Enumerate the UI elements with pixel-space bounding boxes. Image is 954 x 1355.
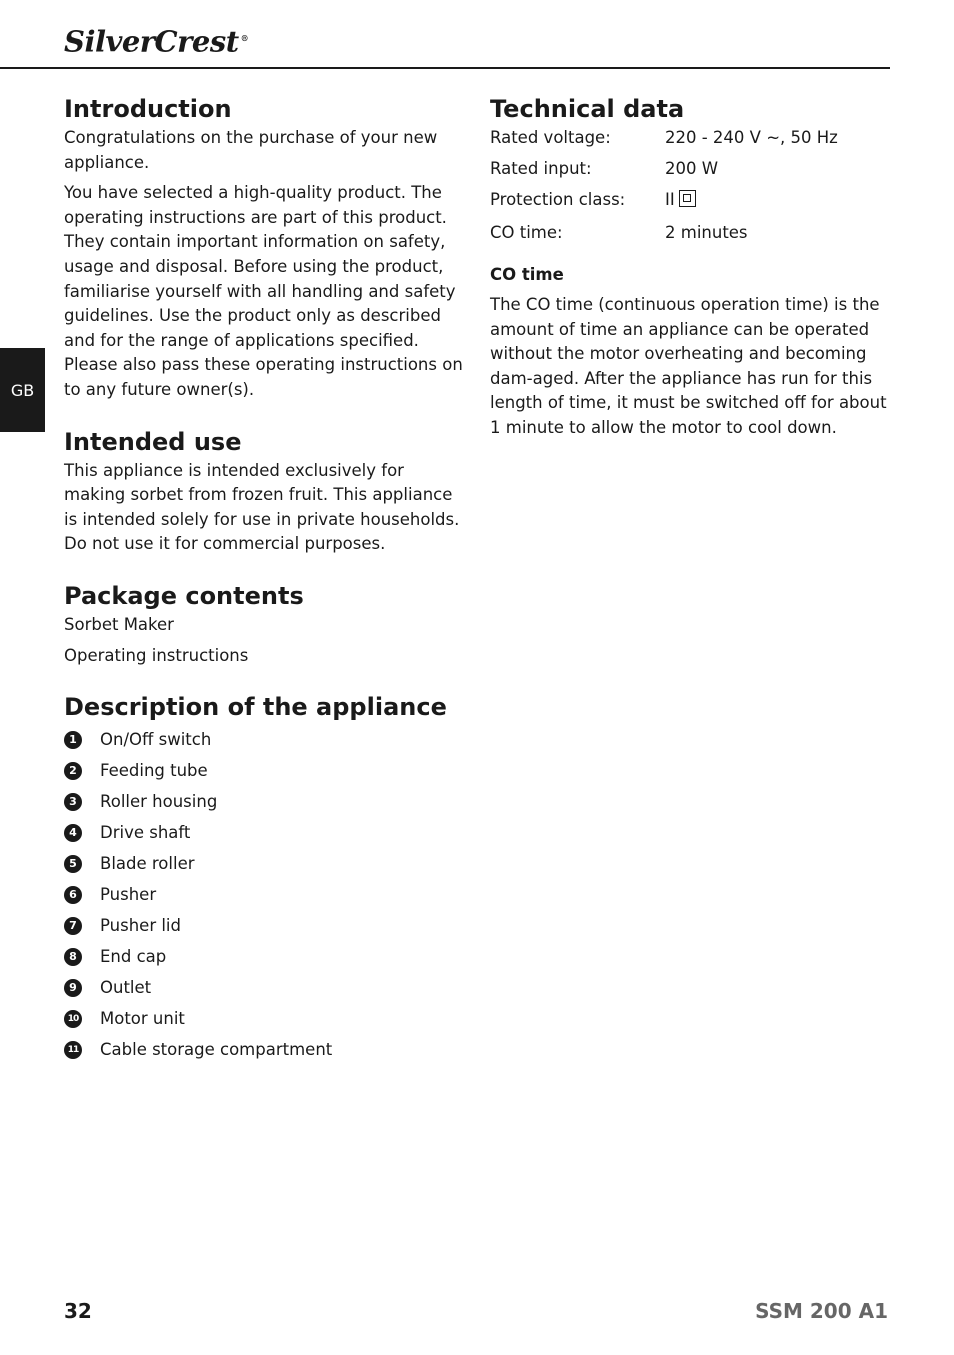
list-item bbox=[64, 1034, 464, 1065]
part-label: Outlet bbox=[100, 978, 152, 998]
logo-text: SilverCrest bbox=[64, 24, 239, 59]
number-badge: 8 bbox=[64, 948, 82, 966]
technical-data-section bbox=[490, 92, 890, 245]
number-badge: 2 bbox=[64, 762, 82, 780]
intended-use-section bbox=[64, 425, 464, 557]
registered-mark: ® bbox=[240, 33, 249, 43]
protection-class-value: II bbox=[665, 190, 675, 209]
model-number: SSM 200 A1 bbox=[755, 1299, 888, 1323]
tech-key: Rated input: bbox=[490, 159, 592, 178]
introduction-para-1: Congratulations on the purchase of your new appliance. bbox=[64, 128, 438, 172]
number-badge: 5 bbox=[64, 855, 82, 873]
number-badge: 11 bbox=[64, 1041, 82, 1059]
introduction-para-2: You have selected a high-quality product. The operating instructions are part of this product. They contain important information on safety, usage and disposal. Before using the product, familiarise yourself with all handling and safety guidelines. Use the product only as described and for the range of applications specified. Please also pass these operating instructions on to any future owner(s). bbox=[64, 183, 463, 399]
language-label: GB bbox=[10, 380, 35, 400]
number-badge: 1 bbox=[64, 731, 82, 749]
part-label: Feeding tube bbox=[100, 761, 208, 781]
tech-key: CO time: bbox=[490, 223, 563, 242]
list-item bbox=[64, 879, 464, 910]
package-contents-section bbox=[64, 579, 464, 668]
list-item bbox=[64, 941, 464, 972]
tech-row-input bbox=[490, 157, 890, 181]
number-badge: 7 bbox=[64, 917, 82, 935]
part-label: Motor unit bbox=[100, 1009, 185, 1029]
page-number: 32 bbox=[64, 1299, 92, 1323]
tech-row-protection bbox=[490, 188, 890, 212]
tech-value: 200 W bbox=[665, 159, 719, 178]
package-item: Sorbet Maker bbox=[64, 614, 174, 634]
parts-list bbox=[64, 724, 464, 1065]
part-label: Pusher lid bbox=[100, 916, 181, 936]
part-label: Pusher bbox=[100, 885, 157, 905]
part-label: End cap bbox=[100, 947, 167, 967]
package-item: Operating instructions bbox=[64, 645, 249, 665]
part-label: On/Off switch bbox=[100, 730, 212, 750]
list-item bbox=[64, 817, 464, 848]
package-contents-heading: Package contents bbox=[64, 581, 304, 610]
tech-value bbox=[665, 188, 696, 212]
number-badge: 4 bbox=[64, 824, 82, 842]
intended-use-para: This appliance is intended exclusively for making sorbet from frozen fruit. This appliance is intended solely for use in private households. Do not use it for commercial purposes. bbox=[64, 460, 460, 554]
tech-row-co-time bbox=[490, 221, 890, 245]
list-item bbox=[64, 910, 464, 941]
part-label: Roller housing bbox=[100, 792, 218, 812]
tech-key: Protection class: bbox=[490, 190, 626, 209]
part-label: Drive shaft bbox=[100, 823, 191, 843]
introduction-section bbox=[64, 92, 464, 403]
list-item bbox=[64, 786, 464, 817]
brand-logo bbox=[64, 20, 248, 60]
header-rule bbox=[0, 67, 890, 69]
part-label: Blade roller bbox=[100, 854, 195, 874]
intended-use-heading: Intended use bbox=[64, 427, 242, 456]
right-column bbox=[490, 92, 890, 441]
tech-key: Rated voltage: bbox=[490, 128, 611, 147]
number-badge: 3 bbox=[64, 793, 82, 811]
number-badge: 10 bbox=[64, 1010, 82, 1028]
list-item bbox=[64, 755, 464, 786]
list-item bbox=[64, 972, 464, 1003]
tech-row-voltage bbox=[490, 126, 890, 150]
left-column bbox=[64, 92, 464, 1065]
number-badge: 6 bbox=[64, 886, 82, 904]
co-time-para: The CO time (continuous operation time) is the amount of time an appliance can be operated without the motor overheating and becoming dam-aged. After the appliance has run for this length of time, it must be switched off for about 1 minute to allow the motor to cool down. bbox=[490, 295, 887, 437]
technical-data-heading: Technical data bbox=[490, 95, 685, 123]
description-heading: Description of the appliance bbox=[64, 693, 447, 722]
tech-value: 220 - 240 V ~, 50 Hz bbox=[665, 128, 838, 147]
co-time-section bbox=[490, 263, 890, 441]
list-item bbox=[64, 724, 464, 755]
list-item bbox=[64, 848, 464, 879]
co-time-heading: CO time bbox=[490, 265, 564, 284]
number-badge: 9 bbox=[64, 979, 82, 997]
language-tab bbox=[0, 348, 45, 432]
list-item bbox=[64, 1003, 464, 1034]
double-square-icon bbox=[679, 190, 696, 207]
description-section bbox=[64, 690, 464, 1065]
tech-value: 2 minutes bbox=[665, 223, 748, 242]
part-label: Cable storage compartment bbox=[100, 1040, 333, 1060]
introduction-heading: Introduction bbox=[64, 95, 232, 123]
